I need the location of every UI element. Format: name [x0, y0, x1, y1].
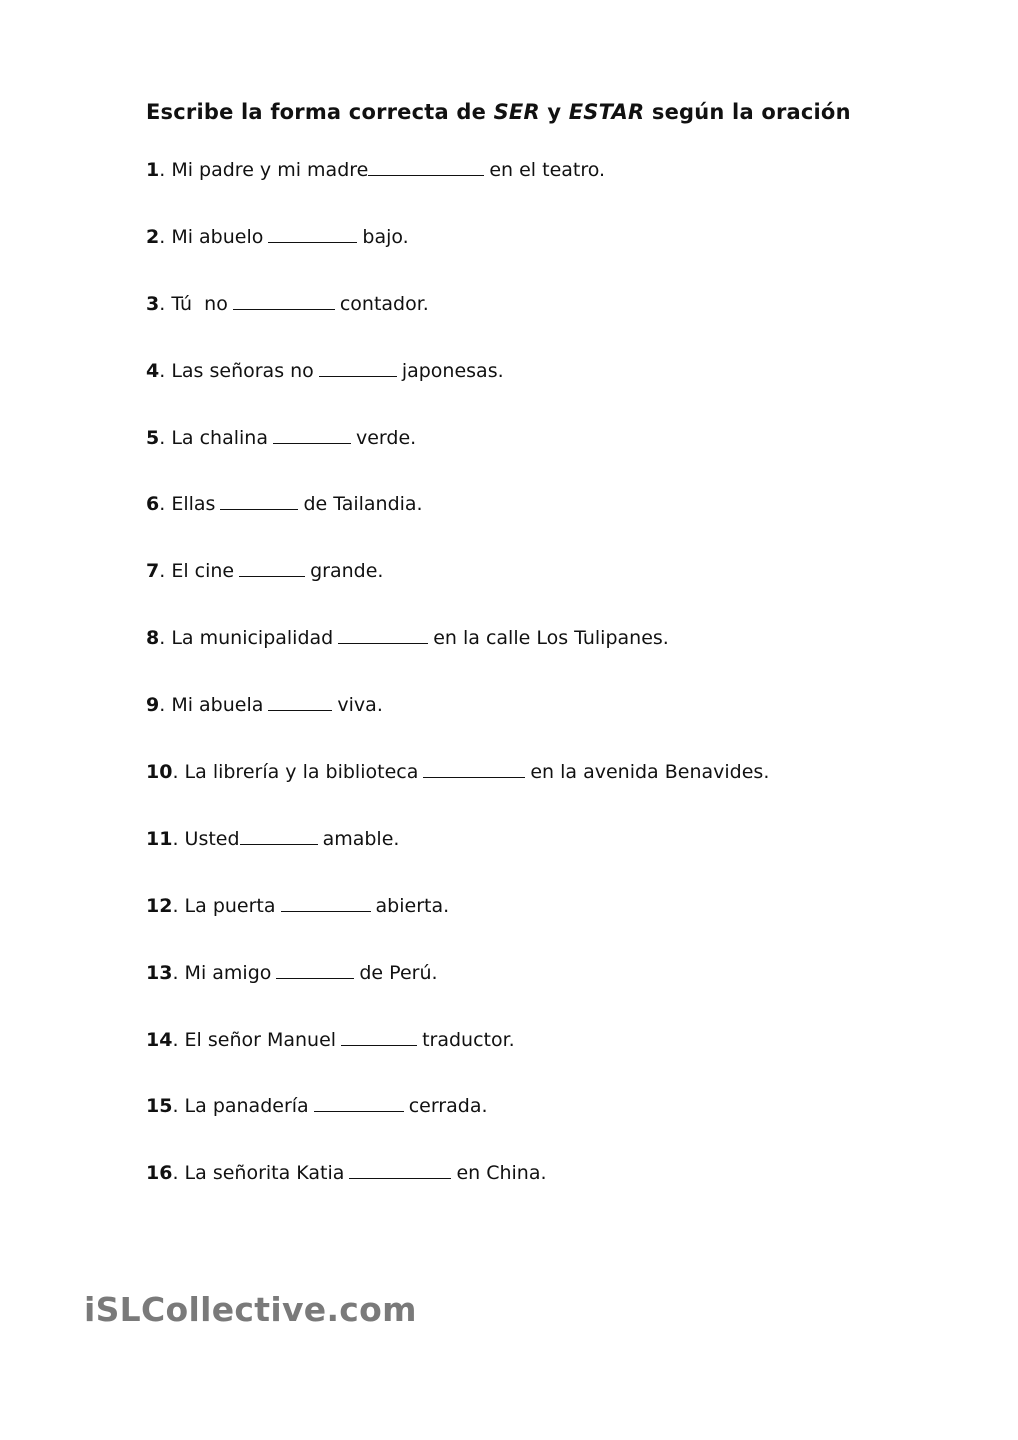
exercise-item: 1. Mi padre y mi madre en el teatro.: [146, 159, 606, 181]
exercise-item: 8. La municipalidad en la calle Los Tulipanes.: [146, 627, 669, 650]
title-part-2: según la oración: [644, 100, 851, 124]
exercise-text-after: de Perú.: [359, 961, 438, 984]
exercise-text-before: Mi abuelo: [171, 225, 264, 248]
exercise-number: 15: [146, 1095, 173, 1118]
exercise-number: 6: [146, 493, 160, 516]
exercise-item: 10. La librería y la biblioteca en la avenida Benavides.: [146, 761, 770, 784]
exercise-text-before: La puerta: [184, 894, 276, 917]
answer-blank[interactable]: [423, 759, 525, 778]
exercise-item: 12. La puerta abierta.: [146, 894, 450, 917]
exercise-item: 11. Usted amable.: [146, 827, 400, 850]
exercise-text-before: Mi abuela: [171, 694, 264, 717]
exercise-text-after: contador.: [339, 292, 429, 315]
exercise-text-before: Las señoras no: [171, 359, 314, 382]
exercise-text-before: La municipalidad: [171, 627, 334, 650]
exercise-text-after: cerrada.: [408, 1095, 488, 1118]
exercise-number: 4: [146, 359, 160, 382]
exercise-text-after: abierta.: [375, 894, 450, 917]
site-watermark: iSLCollective.com: [84, 1290, 417, 1329]
exercise-number: 11: [146, 827, 173, 850]
exercise-text-before: La señorita Katia: [184, 1162, 345, 1185]
exercise-number: 14: [146, 1028, 173, 1051]
exercise-item: 9. Mi abuela viva.: [146, 694, 383, 717]
answer-blank[interactable]: [281, 893, 371, 912]
answer-blank[interactable]: [319, 358, 397, 377]
exercise-number: 16: [146, 1162, 173, 1185]
exercise-number: 5: [146, 426, 160, 449]
exercise-text-before: Usted: [184, 827, 240, 850]
exercise-item: 3. Tú no contador.: [146, 292, 429, 315]
title-y: y: [539, 100, 569, 124]
exercise-number: 13: [146, 961, 173, 984]
exercise-text-after: en el teatro.: [489, 159, 606, 181]
exercise-text-after: japonesas.: [401, 359, 504, 382]
exercise-item: 2. Mi abuelo bajo.: [146, 225, 409, 248]
exercise-item: 7. El cine grande.: [146, 560, 384, 583]
exercise-text-after: viva.: [337, 694, 383, 717]
exercise-text-before: El cine: [171, 560, 235, 583]
exercise-item: 6. Ellas de Tailandia.: [146, 493, 423, 516]
exercise-item: 15. La panadería cerrada.: [146, 1095, 488, 1118]
exercise-number: 2: [146, 225, 160, 248]
exercise-number: 7: [146, 560, 160, 583]
exercise-text-before: Tú no: [171, 292, 228, 315]
exercise-number: 1: [146, 159, 160, 181]
answer-blank[interactable]: [349, 1160, 451, 1179]
exercise-text-before: Mi padre y mi madre: [171, 159, 369, 181]
exercise-text-before: El señor Manuel: [184, 1028, 337, 1051]
exercise-item: 16. La señorita Katia en China.: [146, 1162, 547, 1185]
exercise-text-after: en la avenida Benavides.: [530, 761, 770, 784]
exercise-item: 4. Las señoras no japonesas.: [146, 359, 504, 382]
exercise-item: 14. El señor Manuel traductor.: [146, 1028, 515, 1051]
exercise-number: 9: [146, 694, 160, 717]
answer-blank[interactable]: [220, 491, 298, 510]
exercise-text-after: traductor.: [422, 1028, 515, 1051]
answer-blank[interactable]: [276, 960, 354, 979]
title-estar: ESTAR: [568, 100, 645, 124]
answer-blank[interactable]: [239, 558, 305, 577]
answer-blank[interactable]: [341, 1027, 417, 1046]
answer-blank[interactable]: [233, 291, 335, 310]
exercise-text-after: de Tailandia.: [303, 493, 423, 516]
exercise-text-before: La chalina: [171, 426, 268, 449]
exercise-text-before: Mi amigo: [184, 961, 272, 984]
exercise-text-after: grande.: [310, 560, 384, 583]
answer-blank[interactable]: [268, 692, 332, 711]
exercise-number: 12: [146, 894, 173, 917]
exercise-number: 10: [146, 761, 173, 784]
exercise-item: 5. La chalina verde.: [146, 426, 417, 449]
answer-blank[interactable]: [273, 425, 351, 444]
exercise-item: 13. Mi amigo de Perú.: [146, 961, 438, 984]
exercise-list: [146, 156, 946, 1226]
answer-blank[interactable]: [240, 826, 318, 845]
exercise-number: 3: [146, 292, 160, 315]
title-part-1: Escribe la forma correcta de: [146, 100, 494, 124]
answer-blank[interactable]: [338, 625, 428, 644]
exercise-text-before: La panadería: [184, 1095, 309, 1118]
exercise-text-after: en la calle Los Tulipanes.: [433, 627, 669, 650]
exercise-text-before: Ellas: [171, 493, 216, 516]
title-ser: SER: [493, 100, 540, 124]
exercise-text-after: en China.: [456, 1162, 547, 1185]
answer-blank[interactable]: [314, 1093, 404, 1112]
exercise-text-after: bajo.: [362, 225, 409, 248]
worksheet-title: [146, 100, 851, 124]
answer-blank[interactable]: [368, 157, 484, 176]
exercise-text-after: verde.: [355, 426, 417, 449]
exercise-text-after: amable.: [322, 827, 400, 850]
exercise-number: 8: [146, 627, 160, 650]
exercise-text-before: La librería y la biblioteca: [184, 761, 419, 784]
answer-blank[interactable]: [268, 224, 357, 243]
